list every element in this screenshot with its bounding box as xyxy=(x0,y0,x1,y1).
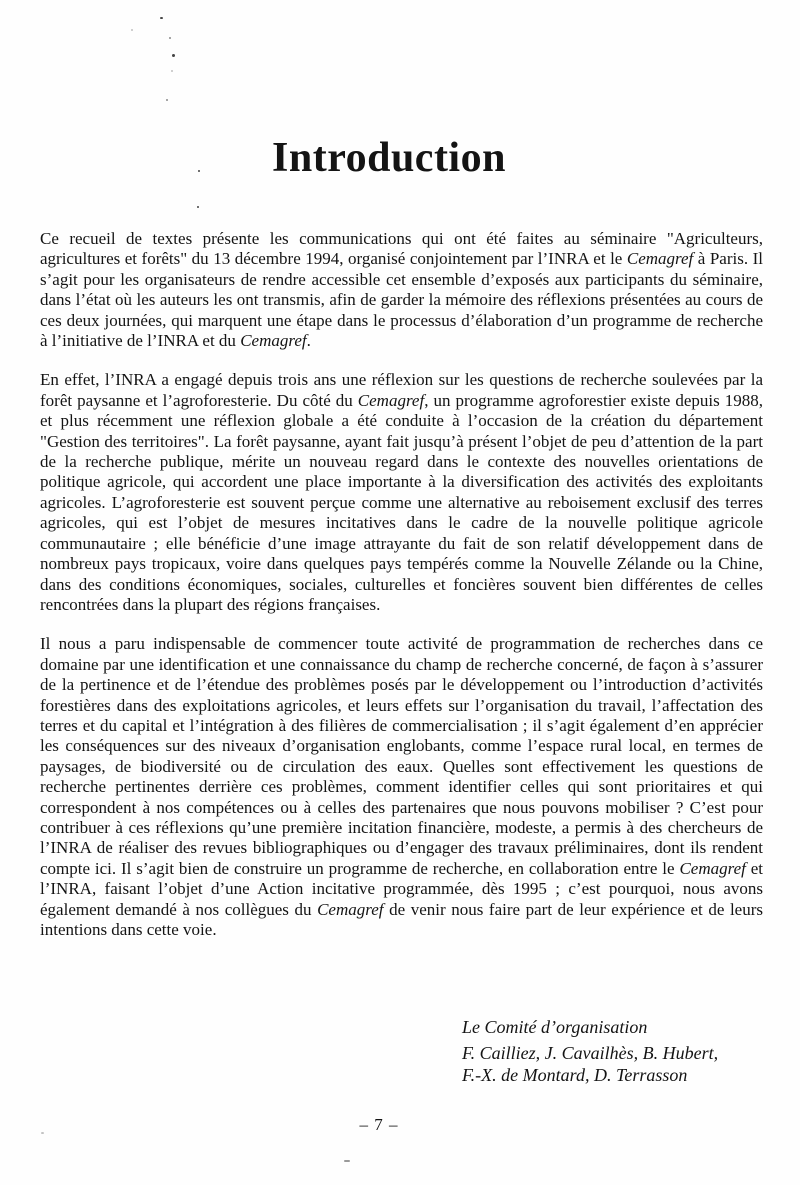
scan-speck xyxy=(160,17,163,19)
signature-block xyxy=(462,1016,718,1086)
text-run: . xyxy=(306,331,311,351)
document-body xyxy=(40,229,763,940)
italic-text-run: Cemagref xyxy=(679,858,746,878)
text-run: à Paris. Il s’agit pour les organisateurs de rendre accessible cet ensemble d’exposés aux participants du séminaire, dans l’état où les auteurs les ont transmis, afin de garder la mémoire des réflexions présentées au cours de ces deux journées, qui marquent une étape dans le processus d’élaboration d’un programme de recherche à l’initiative de l’INRA et du xyxy=(40,249,763,351)
page-number: – 7 – xyxy=(359,1115,399,1134)
scan-speck xyxy=(344,1160,350,1162)
italic-text-run: Cemagref xyxy=(240,331,307,351)
page-title: Introduction xyxy=(272,135,506,181)
paragraph-3 xyxy=(40,634,763,940)
text-run: , un programme agroforestier existe depuis 1988, et plus récemment une réflexion globale a été conduite à l’occasion de la création du département "Gestion des territoires". La forêt paysanne, ayant fait jusqu’à présent l’objet de peu d’attention de la part de la recherche publique, mérite un nouveau regard dans le contexte des nouvelles orientations de politique agricole, qui accordent une place importante à la diversification des activités des exploitants agricoles. L’agroforesterie est souvent perçue comme une alternative au reboisement exclusif des terres agricoles, qui est l’objet de mesures incitatives dans le cadre de la nouvelle politique agricole communautaire ; elle bénéficie d’une image attrayante du fait de son relatif développement dans de nombreux pays tropicaux, voire dans quelques pays tempérés comme la Nouvelle Zélande ou la Chine, dans des conditions économiques, sociales, culturelles et foncières souvent bien différentes de celles rencontrées dans la plupart des régions françaises. xyxy=(40,390,763,614)
text-run: et l’INRA, faisant l’objet d’une Action incitative programmée, dès 1995 ; c’est pourquoi, nous avons également demandé à nos collègues du xyxy=(40,858,763,919)
scan-speck xyxy=(131,29,133,31)
italic-text-run: Cemagref xyxy=(317,899,384,919)
signature-names-line-1: F. Cailliez, J. Cavailhès, B. Hubert, xyxy=(462,1043,719,1063)
signature-names-line-2: F.-X. de Montard, D. Terrasson xyxy=(462,1065,688,1085)
paragraph-2 xyxy=(40,370,763,615)
text-run: Ce recueil de textes présente les communications qui ont été faites au séminaire "Agriculteurs, agricultures et forêts" du 13 décembre 1994, organisé conjointement par l’INRA et le xyxy=(40,229,763,269)
scan-speck xyxy=(197,206,199,208)
paragraph-1 xyxy=(40,229,763,351)
italic-text-run: Cemagref xyxy=(626,249,694,269)
text-run: En effet, l’INRA a engagé depuis trois ans une réflexion sur les questions de recherche soulevées par la forêt paysanne et l’agroforesterie. Du côté du xyxy=(40,370,763,410)
scan-speck xyxy=(169,37,171,39)
text-run: Il nous a paru indispensable de commencer toute activité de programmation de recherches dans ce domaine par une identification et une connaissance du champ de recherche concerné, de façon à s’assurer de la pertinence et de l’étendue des problèmes posés par le développement ou l’introduction d’activités forestières dans des exploitations agricoles, et leurs effets sur l’organisation du travail, l’affectation des terres et du capital et l’intégration à des filières de commercialisation ; il s’agit également d’en apprécier les conséquences sur des niveaux d’organisation englobants, comme l’espace rural local, en termes de paysages, de biodiversité ou de circulation des eaux. Quelles sont effectivement les questions de recherche pertinentes derrière ces problèmes, comment identifier celles qui sont prioritaires et qui correspondent à nos compétences ou à celles des partenaires que nous pouvons mobiliser ? C’est pour contribuer à ces réflexions qu’une première incitation financière, modeste, a permis à des chercheurs de l’INRA de réaliser des revues bibliographiques ou d’engager des travaux préliminaires, dont ils rendent compte ici. Il s’agit bien de construire un programme de recherche, en collaboration entre le xyxy=(40,634,763,878)
italic-text-run: Cemagref xyxy=(357,390,425,410)
scan-speck xyxy=(171,70,173,72)
scan-speck xyxy=(166,99,168,101)
signature-committee-line: Le Comité d’organisation xyxy=(462,1017,648,1037)
text-run: de venir nous faire part de leur expérience et de leurs intentions dans cette voie. xyxy=(40,899,763,939)
scan-speck xyxy=(172,54,175,57)
